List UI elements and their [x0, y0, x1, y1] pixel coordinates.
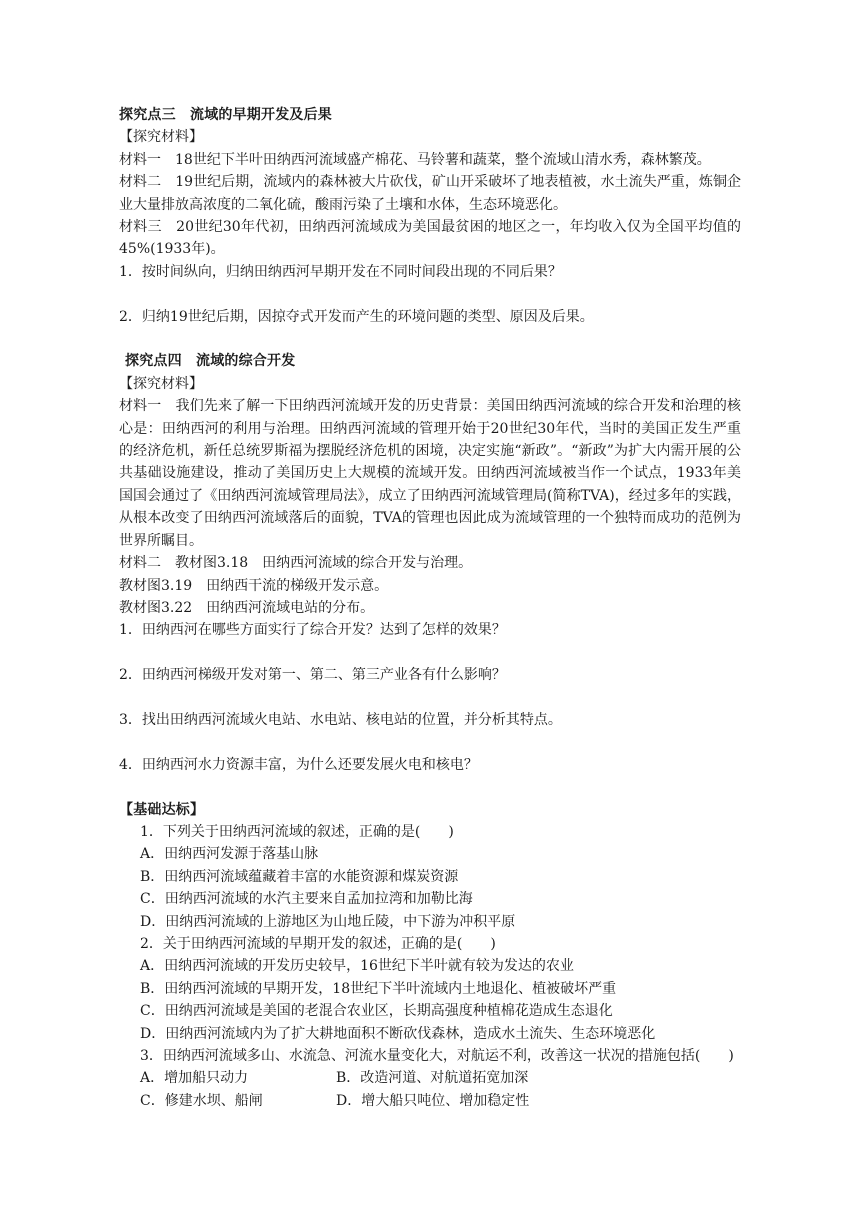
- section4-question-3: 3．找出田纳西河流域火电站、水电站、核电站的位置，并分析其特点。: [119, 711, 562, 728]
- exercise-3-option-c: C．修建水坝、船闸: [140, 1092, 263, 1109]
- section4-material-label: 【探究材料】: [119, 375, 203, 392]
- section3-material-1: 材料一 18世纪下半叶田纳西河流域盛产棉花、马铃薯和蔬菜，整个流域山清水秀，森林繁茂。: [119, 151, 711, 168]
- exercise-3-option-b: B．改造河道、对航道拓宽加深: [336, 1070, 529, 1087]
- exercise-2-option-a: A．田纳西河流域的开发历史较早，16世纪下半叶就有较为发达的农业: [140, 958, 574, 975]
- exercise-3-option-d: D．增大船只吨位、增加稳定性: [336, 1092, 530, 1109]
- exercise-3-options-row-2: [140, 1090, 741, 1112]
- section4-question-1: 1．田纳西河在哪些方面实行了综合开发？达到了怎样的效果？: [119, 622, 506, 639]
- section4-material-2a: 材料二 教材图3.18 田纳西河流域的综合开发与治理。: [119, 555, 473, 572]
- section4-heading: 探究点四 流域的综合开发: [125, 353, 296, 370]
- exercise-1-option-c: C．田纳西河流域的水汽主要来自孟加拉湾和加勒比海: [140, 891, 473, 908]
- exercise-1-option-a: A．田纳西河发源于落基山脉: [140, 846, 319, 863]
- section3-question-1: 1．按时间纵向，归纳田纳西河早期开发在不同时间段出现的不同后果？: [119, 263, 562, 280]
- exercise-3-stem: 3．田纳西河流域多山、水流急、河流水量变化大，对航运不利，改善这一状况的措施包括( ): [140, 1047, 734, 1064]
- section4-question-2: 2．田纳西河梯级开发对第一、第二、第三产业各有什么影响？: [119, 667, 506, 684]
- section3-material-2: 材料二 19世纪后期，流域内的森林被大片砍伐，矿山开采破坏了地表植被，水土流失严重，炼铜企业大量排放高浓度的二氧化硫，酸雨污染了土壤和水体，生态环境恶化。: [119, 174, 741, 213]
- section4-question-4: 4．田纳西河水力资源丰富，为什么还要发展火电和核电？: [119, 756, 478, 773]
- exercise-2-option-c: C．田纳西河流域是美国的老混合农业区，长期高强度种植棉花造成生态退化: [140, 1003, 613, 1020]
- section3-material-3: 材料三 20世纪30年代初，田纳西河流域成为美国最贫困的地区之一，年均收入仅为全国平均值的45%(1933年)。: [119, 219, 741, 258]
- exercise-2-stem: 2．关于田纳西河流域的早期开发的叙述，正确的是( ): [140, 935, 496, 952]
- section4-material-1: 材料一 我们先来了解一下田纳西河流域开发的历史背景：美国田纳西河流域的综合开发和治理的核心是：田纳西河的利用与治理。田纳西河流域的管理开始于20世纪30年代，当时的美国正发生严重的经济危机，新任总统罗斯福为摆脱经济危机的困境，决定实施“新政”。“新政”为扩大内需开展的公共基础设施建设，推动了美国历史上大规模的流域开发。田纳西河流域被当作一个试点，1933年美国国会通过了《田纳西河流域管理局法》，成立了田纳西河流域管理局(简称TVA)，经过多年的实践，从根本改变了田纳西河流域落后的面貌，TVA的管理也因此成为流域管理的一个独特而成功的范例为世界所瞩目。: [119, 398, 741, 549]
- exercise-2-option-b: B．田纳西河流域的早期开发，18世纪下半叶流域内土地退化、植被破坏严重: [140, 980, 617, 997]
- document-body: [119, 104, 741, 1112]
- exercise-2-option-d: D．田纳西河流域内为了扩大耕地面积不断砍伐森林，造成水土流失、生态环境恶化: [140, 1025, 656, 1042]
- exercise-1-option-b: B．田纳西河流域蕴藏着丰富的水能资源和煤炭资源: [140, 868, 459, 885]
- basic-heading: 【基础达标】: [119, 801, 205, 818]
- section3-heading: 探究点三 流域的早期开发及后果: [119, 107, 332, 123]
- exercise-3-option-a: A．增加船只动力: [140, 1070, 249, 1087]
- section3-material-label: 【探究材料】: [119, 129, 203, 146]
- section4-material-2b: 教材图3.19 田纳西干流的梯级开发示意。: [119, 577, 389, 594]
- exercise-1-stem: 1．下列关于田纳西河流域的叙述，正确的是( ): [140, 823, 454, 840]
- basic-exercises: [119, 821, 741, 1112]
- exercise-1-option-d: D．田纳西河流域的上游地区为山地丘陵，中下游为冲积平原: [140, 913, 516, 930]
- section3-question-2: 2．归纳19世纪后期，因掠夺式开发而产生的环境问题的类型、原因及后果。: [119, 308, 594, 325]
- exercise-3-options-row-1: [140, 1067, 741, 1089]
- section4-material-2c: 教材图3.22 田纳西河流域电站的分布。: [119, 599, 375, 616]
